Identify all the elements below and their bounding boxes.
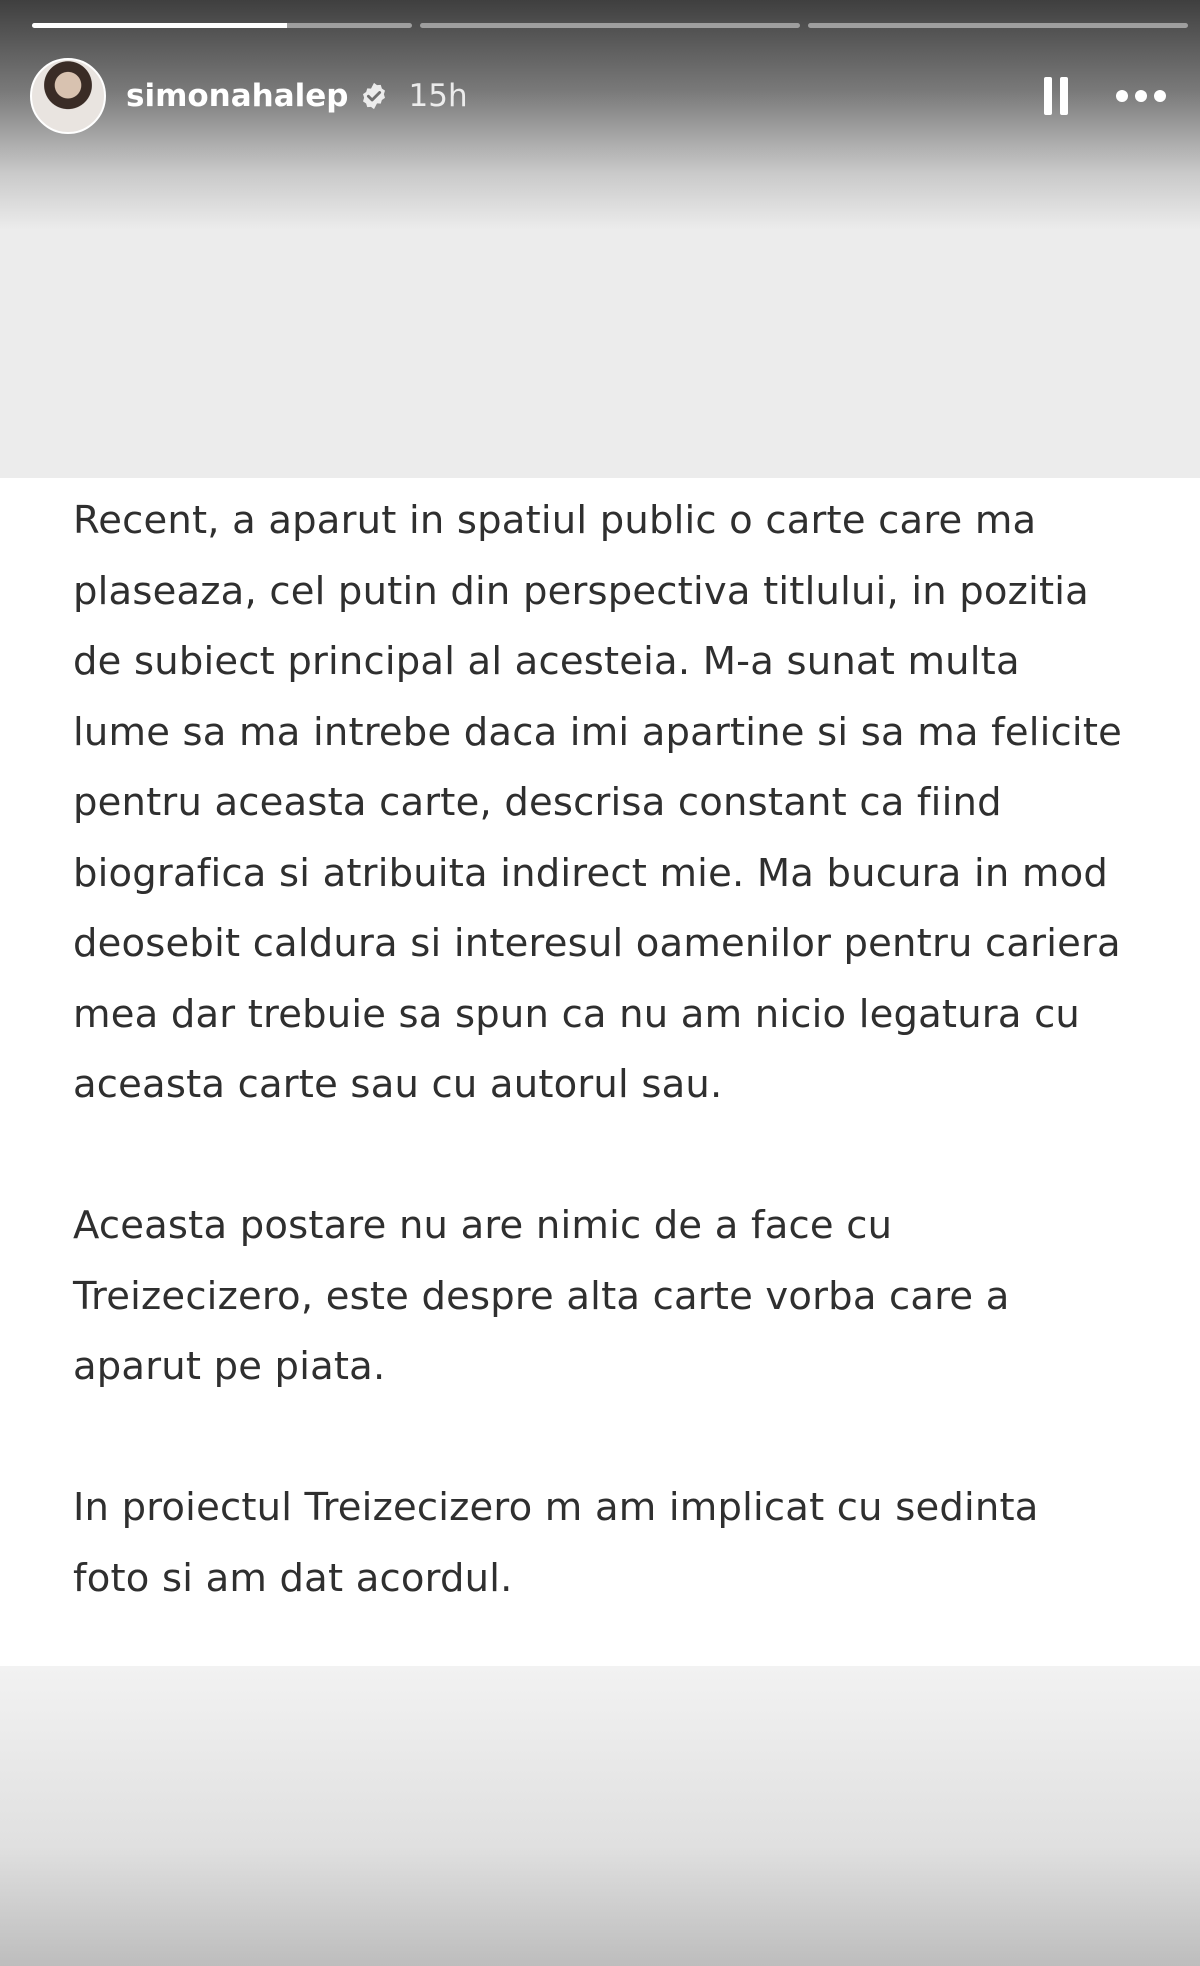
progress-segment [808, 23, 1188, 28]
note-paragraph: In proiectul Treizecizero m am implicat cu sedinta foto si am dat acordul. [73, 1485, 1039, 1601]
more-options-icon[interactable] [1116, 90, 1166, 102]
username[interactable]: simonahalep [126, 78, 349, 114]
note-paragraph: Recent, a aparut in spatiul public o carte care ma plaseaza, cel putin din perspectiva titlului, in pozitia de subiect principal al acesteia. M-a sunat multa lume sa ma intrebe daca imi apartine si sa ma felicite pentru aceasta carte, descrisa constant ca fiind biografica si atribuita indirect mie. Ma bucura in mod deosebit caldura si interesul oamenilor pentru cariera mea dar trebuie sa spun ca nu am nicio legatura cu aceasta carte sau cu autorul sau. [73, 498, 1123, 1107]
text-note-card [0, 478, 1200, 1666]
pause-icon[interactable] [1044, 77, 1068, 115]
verified-badge-icon [359, 81, 389, 111]
progress-segment [32, 23, 412, 28]
story-header [30, 58, 1180, 134]
bottom-gradient-overlay [0, 1666, 1200, 1966]
story-progress-bar [32, 23, 1188, 28]
post-timestamp: 15h [408, 78, 468, 114]
note-paragraph: Aceasta postare nu are nimic de a face cu Treizecizero, este despre alta carte vorba care a aparut pe piata. [73, 1203, 1010, 1389]
header-actions [1044, 77, 1166, 115]
progress-segment [420, 23, 800, 28]
progress-fill [32, 23, 287, 28]
avatar[interactable] [30, 58, 106, 134]
